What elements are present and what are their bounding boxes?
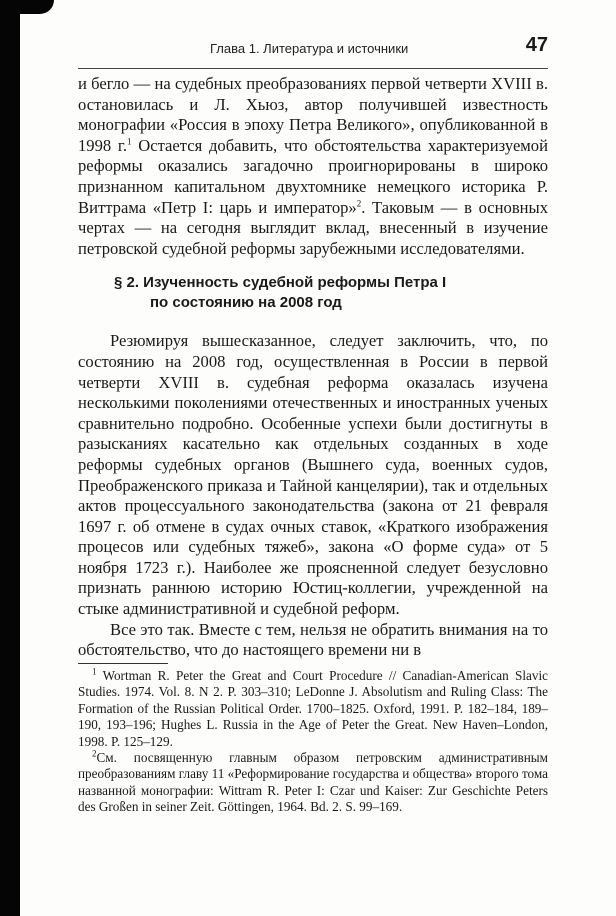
footnote-rule	[78, 663, 168, 664]
running-head: Глава 1. Литература и источники	[210, 41, 409, 56]
footnotes	[78, 668, 548, 816]
header-rule	[78, 68, 548, 69]
paragraph-3: Все это так. Вместе с тем, нельзя не обратить внимания на то обстоятельство, что до настоящего времени ни в	[78, 619, 548, 660]
section-heading	[78, 273, 548, 313]
footnote-1	[78, 668, 548, 750]
paragraph-2: Резюмируя вышесказанное, следует заключить, что, по состоянию на 2008 год, осуществленная в России в первой четверти XVIII в. судебная реформа оказалась изучена несколькими поколениями отечественных и иностранных ученых сравнительно подробно. Особенные успехи были достигнуты в разысканиях касательно как отдельных созданных в ходе реформы судебных органов (Вышнего суда, военных судов, Преображенского приказа и Тайной канцелярии), так и отдельных актов процессуального законодательства (закона от 21 февраля 1697 г. об отмене в судах очных ставок, «Краткого изображения процесов или судебных тяжеб», закона «О форме суда» от 5 ноября 1723 г.). Наиболее же проясненной следует безусловно признать раннюю историю Юстиц-коллегии, учрежденной на стыке административной и судебной реформ.	[78, 331, 548, 619]
book-spine-corner	[14, 0, 54, 14]
section-heading-line2: по состоянию на 2008 год	[150, 294, 342, 312]
main-text	[78, 74, 548, 661]
paragraph-1-cont: Остается добавить, что обстоятельства характеризуемой реформы оказались загадочно проигнорированы в широко признанном капитальном двухтомнике немецкого историка Р. Виттрама «Петр I: царь и император»	[78, 135, 548, 217]
footnote-2	[78, 750, 548, 816]
footnote-1-mark: 1	[92, 666, 97, 677]
paragraph-1	[78, 74, 548, 259]
book-spine-shadow	[0, 0, 20, 916]
footnote-1-text: Wortman R. Peter the Great and Court Procedure // Canadian-American Slavic Studies. 1974. Vol. 8. N 2. P. 303–310; LeDonne J. Absolutism and Ruling Class: The Formation of the Russian Political Order. 1700–1825. Oxford, 1991. P. 182–184, 189–190, 193–196; Hughes L. Russia in the Age of Peter the Great. New Haven–London, 1998. P. 125–129.	[78, 668, 548, 749]
footnote-ref-2: 2	[356, 198, 362, 209]
footnote-2-mark: 2	[92, 748, 97, 759]
footnote-2-text: См. посвященную главным образом петровским административным преобразованиям главу 11 «Реформирование государства и общества» второго тома названной монографии: Wittram R. Peter I: Czar und Kaiser: Zur Geschichte Peters des Großen in seiner Zeit. Göttingen, 1964. Bd. 2. S. 99–169.	[78, 750, 548, 815]
section-heading-line1: § 2. Изученность судебной реформы Петра I	[114, 274, 447, 292]
page-header	[78, 34, 548, 64]
paragraph-1-end: . Таковым — в основных чертах — на сегодня выглядит вклад, внесенный в изучение петровской судебной реформы зарубежными исследователями.	[78, 197, 548, 258]
footnote-ref-1: 1	[127, 136, 132, 147]
page-number: 47	[525, 34, 548, 56]
paragraph-1-text: и бегло — на судебных преобразованиях первой четверти XVIII в. остановилась и Л. Хьюз, автор получившей известность монографии «Россия в эпоху Петра Великого», опубликованной в 1998 г.	[78, 74, 548, 155]
